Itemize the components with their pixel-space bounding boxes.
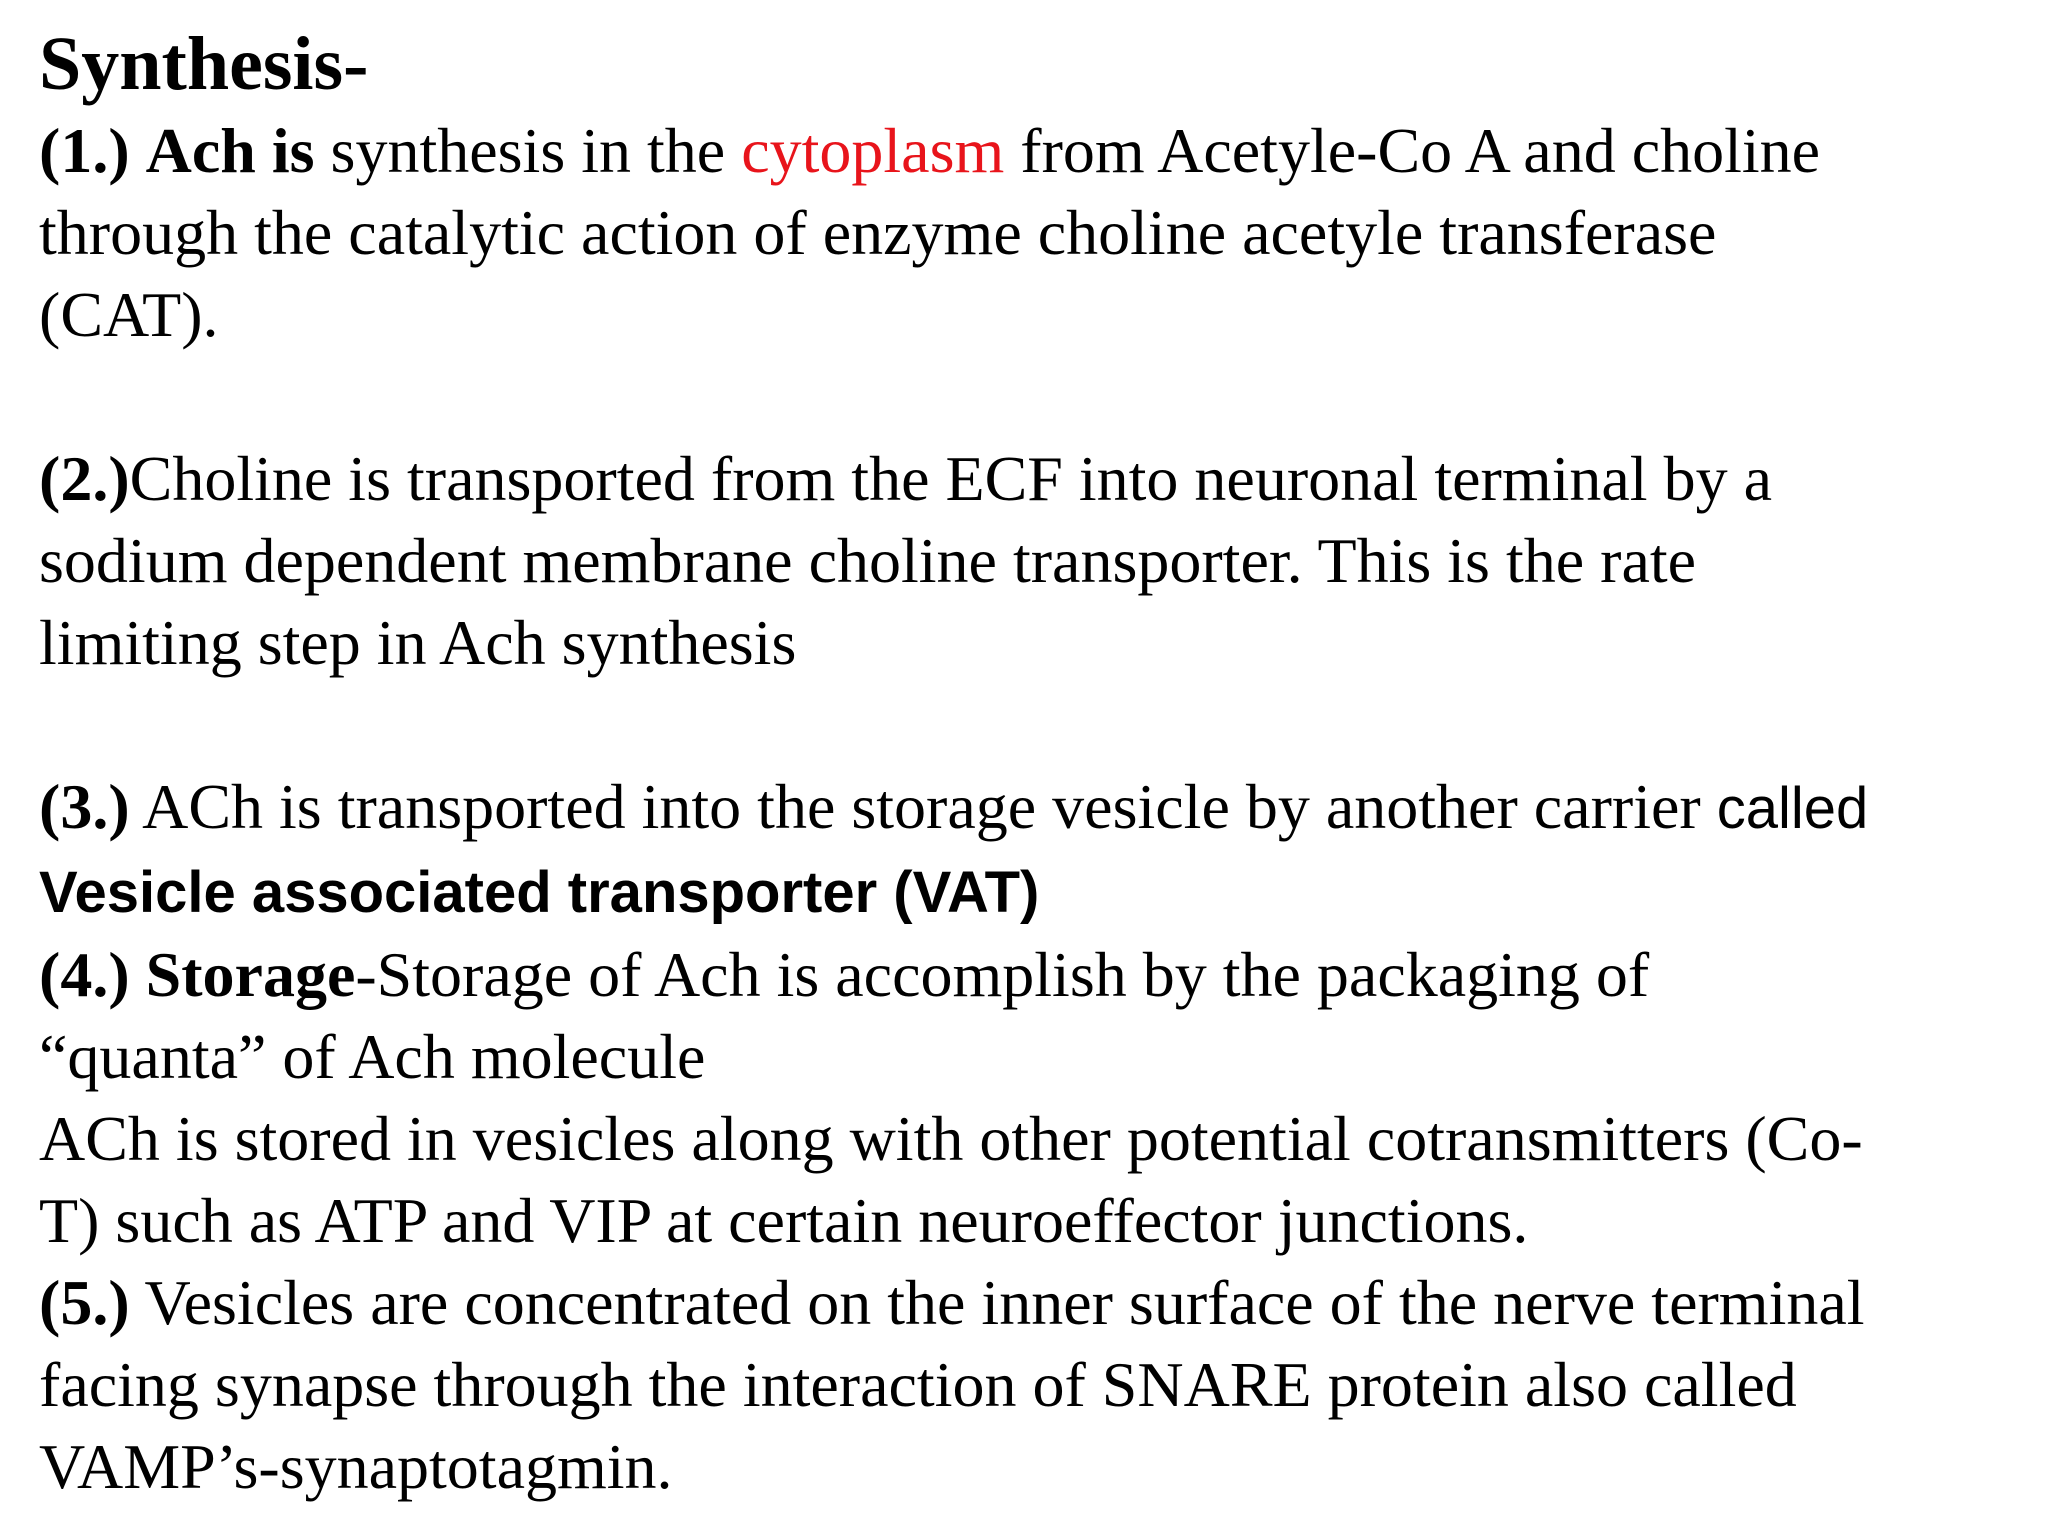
- point-4-line-4: T) such as ATP and VIP at certain neuroeffector junctions.: [39, 1185, 1529, 1256]
- point-1-line-2: through the catalytic action of enzyme choline acetyle transferase: [39, 197, 1717, 268]
- point-1-number: (1.): [39, 115, 130, 186]
- highlight-cytoplasm: cytoplasm: [741, 115, 1005, 186]
- point-3-number: (3.): [39, 771, 130, 842]
- point-4-line-2: “quanta” of Ach molecule: [39, 1021, 706, 1092]
- point-2-text: Choline is transported from the ECF into neuronal terminal by a: [129, 443, 1772, 514]
- point-2-line-2: sodium dependent membrane choline transporter. This is the rate: [39, 525, 1697, 596]
- point-1-line-1: [39, 110, 2048, 192]
- slide-title: Synthesis-: [39, 22, 369, 106]
- point-5-text: Vesicles are concentrated on the inner surface of the nerve terminal: [144, 1267, 1865, 1338]
- paragraph-gap: [39, 356, 2048, 438]
- point-5-line-1: [39, 1262, 2048, 1344]
- point-4-line-3: ACh is stored in vesicles along with other potential cotransmitters (Co-: [39, 1103, 1863, 1174]
- point-5-line-3: VAMP’s-synaptotagmin.: [39, 1431, 673, 1502]
- point-1-lead: Ach is: [145, 115, 315, 186]
- point-3-line-2: [39, 850, 2048, 934]
- point-1-text-b: from Acetyle-Co A and choline: [1020, 115, 1821, 186]
- vat-term: Vesicle associated transporter (VAT): [39, 860, 1040, 925]
- point-3-line-1: [39, 766, 2048, 850]
- point-4-text: -Storage of Ach is accomplish by the packaging of: [355, 939, 1650, 1010]
- point-5-line-2: facing synapse through the interaction of SNARE protein also called: [39, 1349, 1797, 1420]
- point-1-line-3: (CAT).: [39, 279, 219, 350]
- point-3-text-called: called: [1716, 776, 1869, 841]
- point-4-lead: Storage: [145, 939, 356, 1010]
- point-2-line-3: limiting step in Ach synthesis: [39, 607, 797, 678]
- point-4-number: (4.): [39, 939, 130, 1010]
- point-5-number: (5.): [39, 1267, 130, 1338]
- paragraph-gap: [39, 684, 2048, 766]
- point-2-line-1: [39, 438, 2048, 520]
- point-3-text: ACh is transported into the storage vesicle by another carrier: [142, 771, 1701, 842]
- point-4-line-1: [39, 934, 2048, 1016]
- point-2-number: (2.): [39, 443, 130, 514]
- point-1-text-a: synthesis in the: [330, 115, 726, 186]
